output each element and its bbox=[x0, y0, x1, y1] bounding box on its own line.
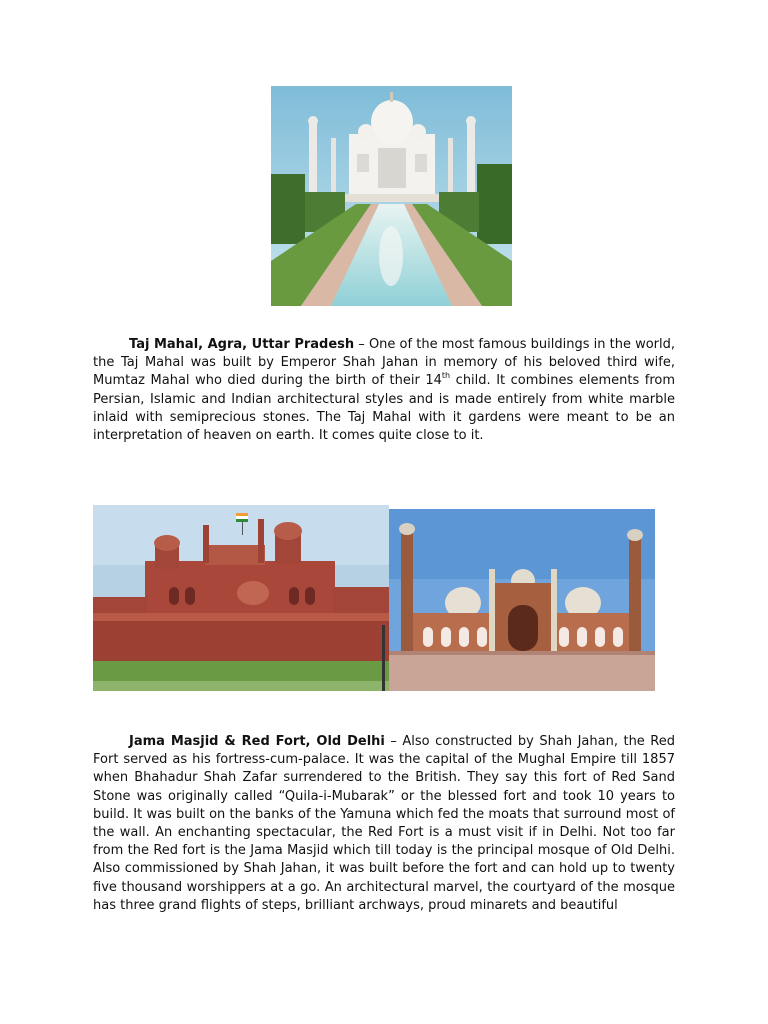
taj-mahal-text-a: One of the most famous buildings in the world, the Taj Mahal was built by Emperor Shah Jahan in memory of his beloved third wife, Mumtaz Mahal who died during the birth of their 14 bbox=[93, 337, 676, 389]
heading-separator: – bbox=[384, 734, 403, 749]
taj-mahal-heading: Taj Mahal, Agra, Uttar Pradesh bbox=[129, 337, 355, 352]
jama-masjid-text: Also constructed by Shah Jahan, the Red Fort served as his fortress-cum-palace. It was the capital of the Mughal Empire till 1857 when Bhahadur Shah Zafar surrendered to the British. They say this fort of Red Sand Stone was originally called “Quila-i-Mubarak” or the blessed fort and took 10 years to build. It was built on the banks of the Yamuna which fed the moats that surround most of the wall. An enchanting spectacular, the Red Fort is a must visit if in Delhi. Not too far from the Red fort is the Jama Masjid which till today is the principal mosque of Old Delhi. Also commissioned by Shah Jahan, it was built before the fort and can hold up to twenty five thousand worshippers at a go. An architectural marvel, the courtyard of the mosque has three grand flights of steps, brilliant archways, proud minarets and beautiful bbox=[93, 734, 676, 913]
heading-separator: – bbox=[354, 337, 369, 352]
taj-mahal-paragraph bbox=[93, 336, 675, 445]
red-fort-photo bbox=[93, 505, 389, 691]
jama-masjid-paragraph bbox=[93, 733, 675, 915]
taj-mahal-photo bbox=[271, 86, 512, 306]
jama-masjid-photo bbox=[389, 509, 655, 691]
taj-mahal-text-b: child. It combines elements from Persian, Islamic and Indian architectural styles and is made entirely from white marble inlaid with semiprecious stones. The Taj Mahal with it gardens were meant to be an interpretation of heaven on earth. It comes quite close to it. bbox=[93, 373, 675, 444]
jama-masjid-heading: Jama Masjid & Red Fort, Old Delhi bbox=[129, 734, 385, 749]
ordinal-suffix: th bbox=[441, 371, 451, 381]
